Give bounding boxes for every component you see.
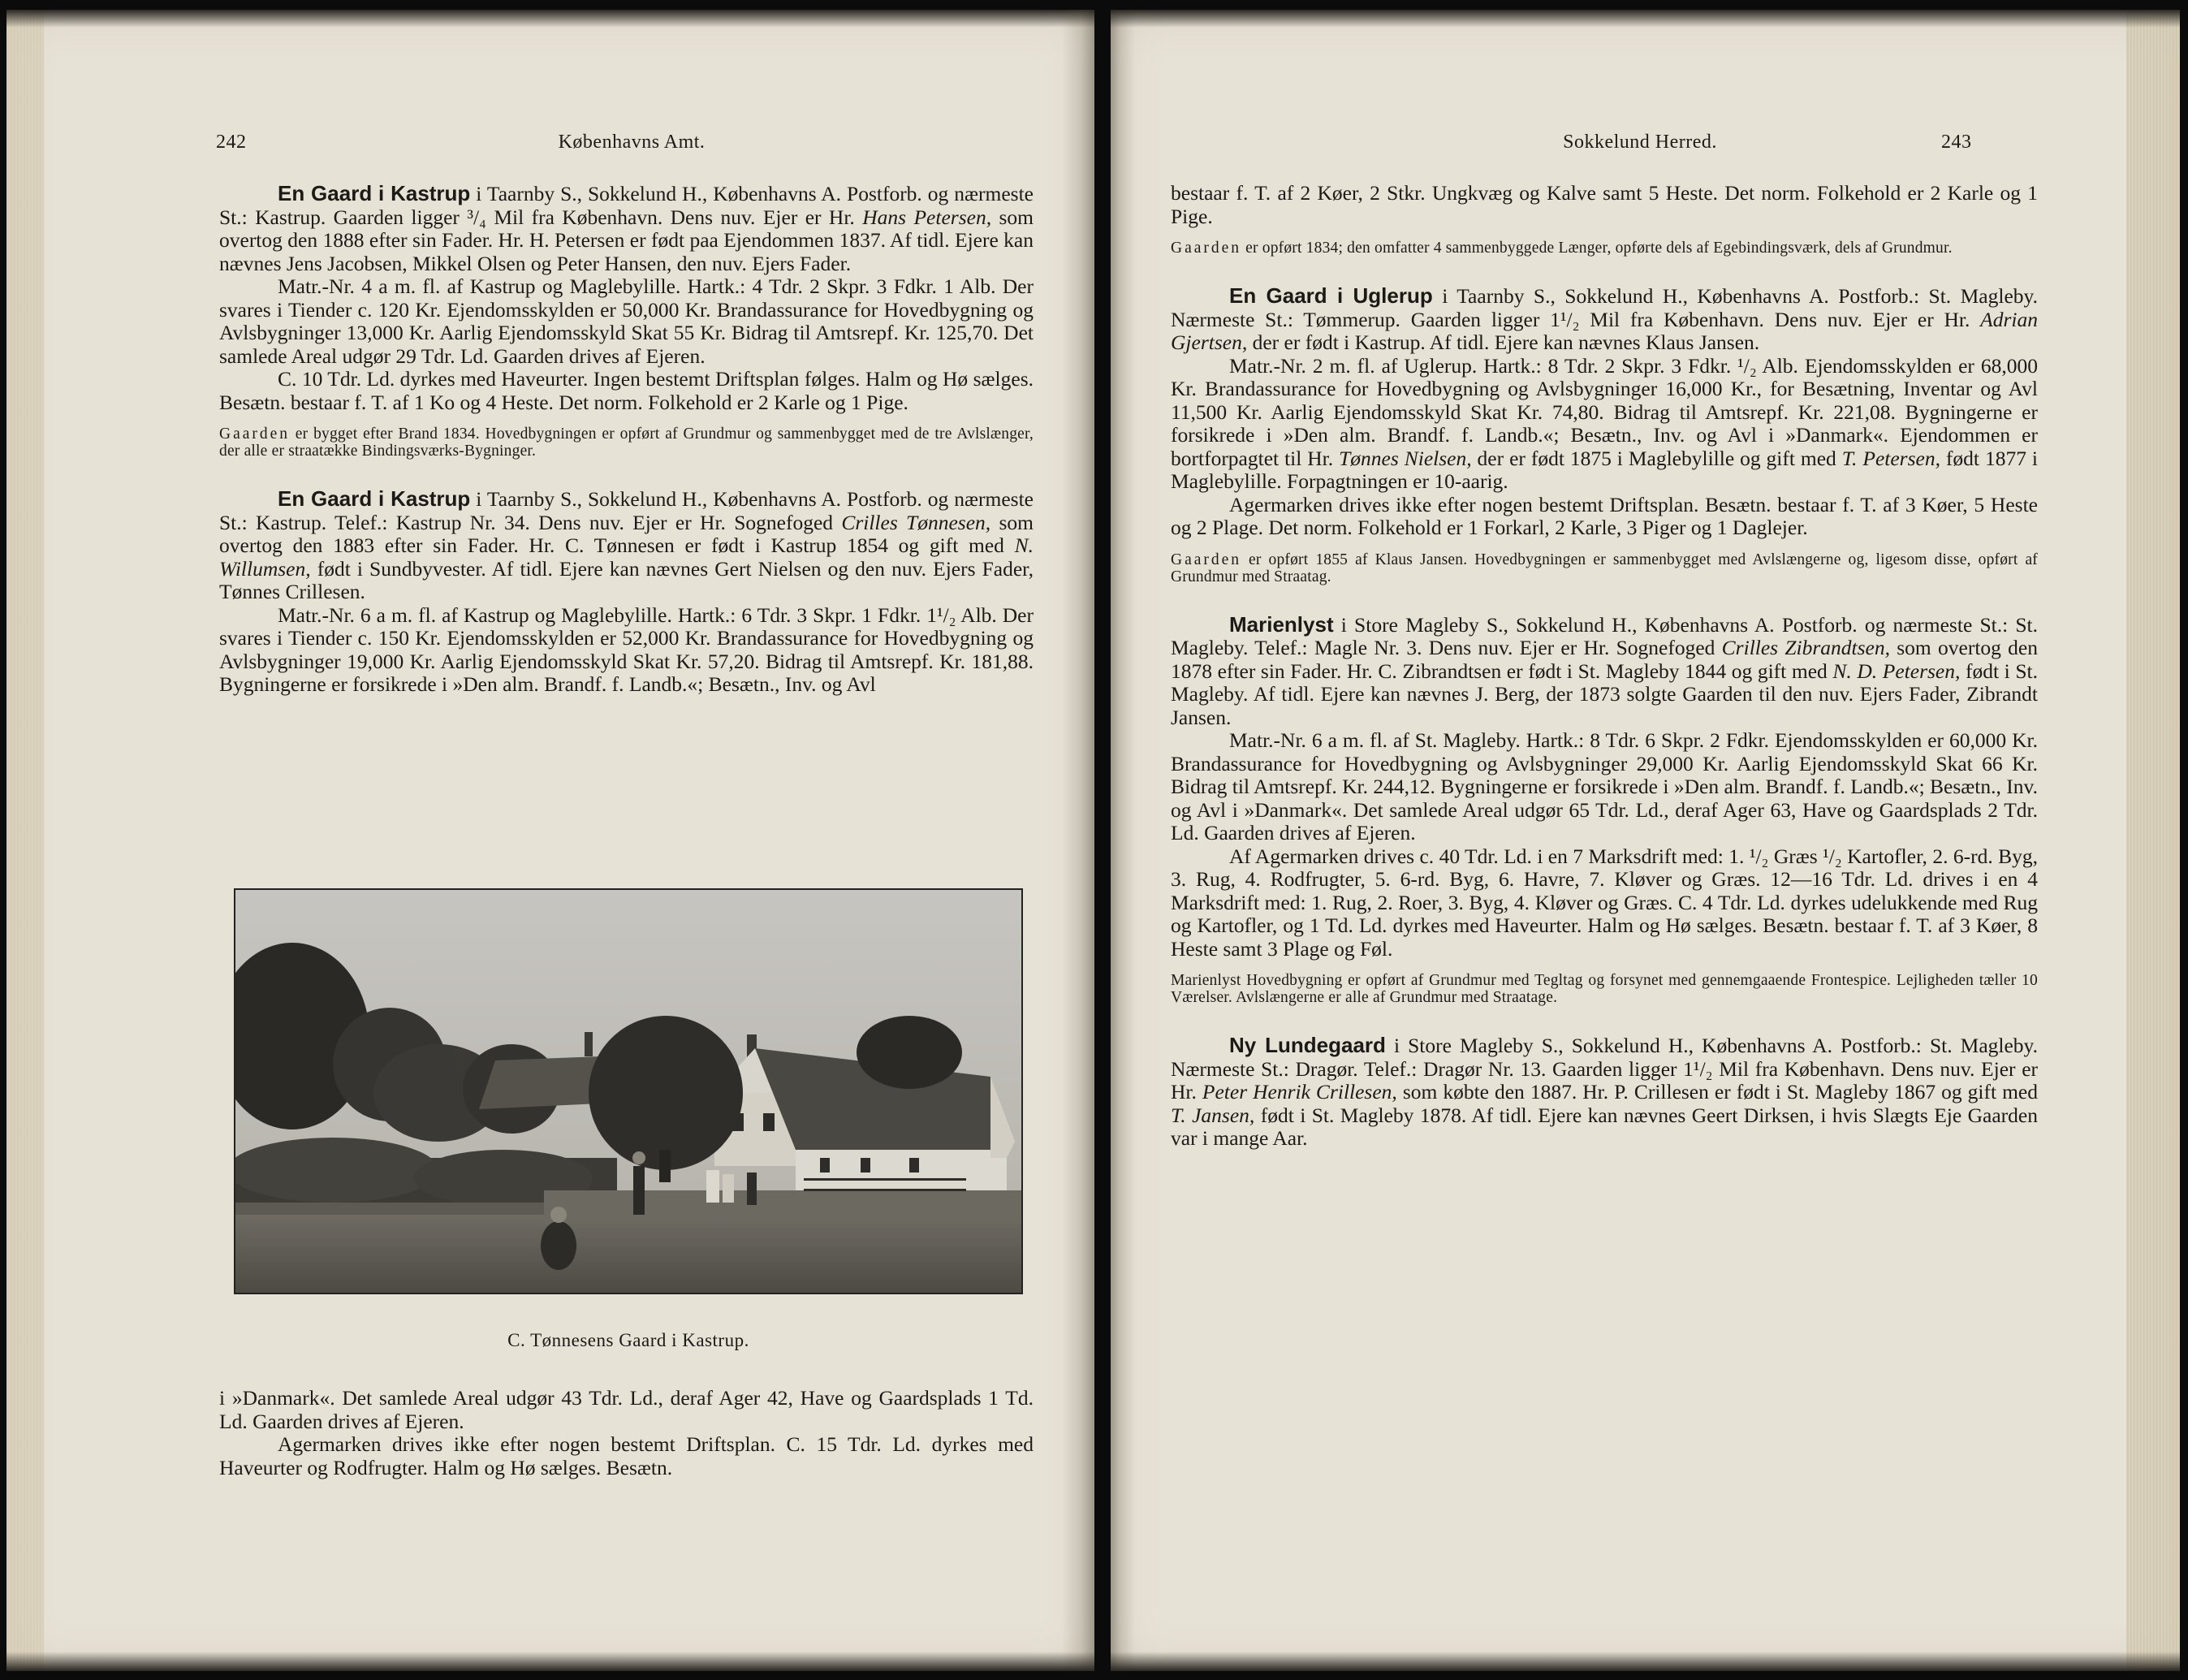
farm-title: En Gaard i Kastrup xyxy=(278,486,471,511)
farming-details: C. 10 Tdr. Ld. dyrkes med Haveurter. Ingen bestemt Driftsplan følges. Halm og Hø sælges. Besætn. bestaar f. T. af 1 Ko og 4 Heste. Det norm. Folkehold er 2 Karle og 1 Pige. xyxy=(219,367,1034,414)
property-details: Matr.-Nr. 2 m. fl. af Uglerup. Hartk.: 8 Tdr. 2 Skpr. 3 Fdkr. ¹/₂ Alb. Ejendomsskylden er 68,000 Kr. Brandassurance for Hovedbygning og Avlsbygninger 16,000 Kr., for Besætning, Inventar og Avl 11,500 Kr. Aarlig Ejendomsskyld Skat Kr. 74,80. Bidrag til Amtsrepf. Kr. 221,08. Bygningerne er forsikrede i »Den alm. Brandf. f. Landb.«; Besætn., Inv. og Avl i »Danmark«. Ejendommen er bortforpagtet til Hr. Tønnes Nielsen, der er født 1875 i Maglebylille og gift med T. Petersen, født 1877 i Maglebylille. Forpagtningen er 10-aarig. xyxy=(1171,353,2038,493)
photo-caption: C. Tønnesens Gaard i Kastrup. xyxy=(507,1330,749,1350)
farm-photograph xyxy=(234,888,1023,1294)
left-text-continuation xyxy=(219,1387,1034,1479)
entry-paragraph: Ny Lundegaard i Store Magleby S., Sokkelund H., Københavns A. Postforb.: St. Magleby. Nærmeste St.: Dragør. Telef.: Dragør Nr. 13. Gaarden ligger 1¹/₂ Mil fra København. Dens nuv. Ejer er Hr. Peter Henrik Crillesen, som købte den 1887. Hr. P. Crillesen er født i St. Magleby 1867 og gift med T. Jansen, født i St. Magleby 1878. Af tidl. Ejere kan nævnes Geert Dirksen, i hvis Slægts Eje Gaarden var i mange Aar. xyxy=(1171,1033,2039,1150)
farming-details: Af Agermarken drives c. 40 Tdr. Ld. i en 7 Marksdrift med: 1. ¹/₂ Græs ¹/₂ Kartofler, 2. 6-rd. Byg, 3. Rug, 4. Rodfrugter, 5. 6-rd. Byg, 6. Havre, 7. Kløver og Græs. 12—16 Tdr. Ld. drives i en 4 Marksdrift med: 1. Rug, 2. Roer, 3. Byg, 4. Kløver og Græs. C. 4 Tdr. Ld. dyrkes udelukkende med Rug og Kartofler, og 1 Td. Ld. dyrkes med Haveurter. Halm og Hø sælges. Besætn. bestaar f. T. af 3 Køer, 8 Heste samt 3 Plage og Føl. xyxy=(1171,844,2038,961)
property-details: Matr.-Nr. 6 a m. fl. af St. Magleby. Hartk.: 8 Tdr. 6 Skpr. 2 Fdkr. Ejendomsskylden er 60,000 Kr. Brandassurance for Hovedbygning og Avlsbygninger 29,000 Kr. Aarlig Ejendomsskyld Skat 66 Kr. Bidrag til Amtsrepf. Kr. 244,12. Bygningerne er forsikrede i »Den alm. Brandf. f. Landb.«; Besætn., Inv. og Avl i »Danmark«. Det samlede Areal udgør 65 Tdr. Ld., deraf Ager 63, Have og Gaardsplads 2 Tdr. Ld. Gaarden drives af Ejeren. xyxy=(1171,728,2038,844)
property-details: Matr.-Nr. 4 a m. fl. af Kastrup og Maglebylille. Hartk.: 4 Tdr. 2 Skpr. 3 Fdkr. 1 Alb. Der svares i Tiender c. 120 Kr. Ejendomsskylden er 50,000 Kr. Brandassurance for Hovedbygning og Avlsbygninger 13,000 Kr. Aarlig Ejendomsskyld Skat 55 Kr. Bidrag til Amtsrepf. Kr. 125,70. Det samlede Areal udgør 29 Tdr. Ld. Gaarden drives af Ejeren. xyxy=(219,274,1034,368)
farming-details: Agermarken drives ikke efter nogen bestemt Driftsplan. C. 15 Tdr. Ld. dyrkes med Haveurter og Rodfrugter. Halm og Hø sælges. Besætn. xyxy=(219,1432,1034,1479)
page-shadow-bottom xyxy=(6,1652,1094,1671)
entry-paragraph: En Gaard i Uglerup i Taarnby S., Sokkelund H., Københavns A. Postforb.: St. Magleby. Nærmeste St.: Tømmerup. Gaarden ligger 1¹/₂ Mil fra København. Dens nuv. Ejer er Hr. Adrian Gjertsen, der er født i Kastrup. Af tidl. Ejere kan nævnes Klaus Jansen. xyxy=(1171,283,2038,354)
property-details: Matr.-Nr. 6 a m. fl. af Kastrup og Maglebylille. Hartk.: 6 Tdr. 3 Skpr. 1 Fdkr. 1¹/₂ Alb. Der svares i Tiender c. 150 Kr. Ejendomsskylden er 52,000 Kr. Brandassurance for Hovedbygning og Avlsbygninger 19,000 Kr. Aarlig Ejendomsskyld Skat Kr. 57,20. Bidrag til Amtsrepf. Kr. 181,88. Bygningerne er forsikrede i »Den alm. Brandf. f. Landb.«; Besætn., Inv. og Avl xyxy=(219,602,1034,696)
building-note: Gaarden er opført 1834; den omfatter 4 sammenbyggede Længer, opførte dels af Egebindingsværk, dels af Grundmur. xyxy=(1171,240,1953,257)
page-edge xyxy=(6,10,44,1671)
left-text-column xyxy=(219,182,1034,697)
farm-title: Marienlyst xyxy=(1229,611,1334,637)
running-head: Københavns Amt. xyxy=(558,132,706,153)
farm-title: Ny Lundegaard xyxy=(1229,1033,1386,1057)
entry-paragraph: En Gaard i Kastrup i Taarnby S., Sokkelund H., Københavns A. Postforb. og nærmeste St.: Kastrup. Gaarden ligger ³/₄ Mil fra København. Dens nuv. Ejer er Hr. Hans Petersen, som overtog den 1888 efter sin Fader. Hr. H. Petersen er født paa Ejendommen 1837. Af tidl. Ejere kan nævnes Jens Jacobsen, Mikkel Olsen og Peter Hansen, den nuv. Ejers Fader. xyxy=(219,181,1034,275)
building-note: Marienlyst Hovedbygning er opført af Grundmur med Tegltag og forsynet med gennemgaaende Frontespice. Lejligheden tæller 10 Værelser. Avlslængerne er alle af Grundmur med Straatage. xyxy=(1171,972,2038,1006)
page-shadow-top xyxy=(1111,10,2180,28)
page-shadow-bottom xyxy=(1111,1652,2180,1671)
farmhouse-illustration xyxy=(235,890,1021,1293)
spine-shadow xyxy=(1062,10,1094,1671)
page-shadow-top xyxy=(6,10,1094,28)
page-number: 243 xyxy=(1941,132,1972,153)
spine-shadow xyxy=(1111,10,1135,1671)
right-text-column xyxy=(1171,182,2038,1151)
page-number: 242 xyxy=(216,132,247,153)
entry-paragraph: En Gaard i Kastrup i Taarnby S., Sokkelund H., Københavns A. Postforb. og nærmeste St.: Kastrup. Telef.: Kastrup Nr. 34. Dens nuv. Ejer er Hr. Sognefoged Crilles Tønnesen, som overtog den 1883 efter sin Fader. Hr. C. Tønnesen er født i Kastrup 1854 og gift med N. Willumsen, født i Sundbyvester. Af tidl. Ejere kan nævnes Gert Nielsen og den nuv. Ejers Fader, Tønnes Crillesen. xyxy=(219,486,1034,603)
building-note: Gaarden er bygget efter Brand 1834. Hovedbygningen er opført af Grundmur og sammenbygget med de tre Avlslænger, der alle er straatække Bindingsværks-Bygninger. xyxy=(219,425,1034,460)
farming-details: Agermarken drives ikke efter nogen bestemt Driftsplan. Besætn. bestaar f. T. af 3 Køer, 5 Heste og 2 Plage. Det norm. Folkehold er 1 Forkarl, 2 Karle, 3 Piger og 1 Daglejer. xyxy=(1171,492,2038,539)
left-page xyxy=(6,10,1094,1671)
entry-paragraph: Marienlyst i Store Magleby S., Sokkelund H., Københavns A. Postforb. og nærmeste St.: St. Magleby. Telef.: Magle Nr. 3. Dens nuv. Ejer er Hr. Sognefoged Crilles Zibrandtsen, som overtog den 1878 efter sin Fader. Hr. C. Zibrandtsen er født i St. Magleby 1844 og gift med N. D. Petersen, født i St. Magleby. Af tidl. Ejere kan nævnes J. Berg, der 1873 solgte Gaarden til den nuv. Ejers Fader, Zibrandt Jansen. xyxy=(1171,611,2038,729)
continuation-paragraph: i »Danmark«. Det samlede Areal udgør 43 Tdr. Ld., deraf Ager 42, Have og Gaardsplads 1 Td. Ld. Gaarden drives af Ejeren. xyxy=(219,1386,1034,1433)
running-head: Sokkelund Herred. xyxy=(1563,132,1717,153)
building-note: Gaarden er opført 1855 af Klaus Jansen. Hovedbygningen er sammenbygget med Avlslængerne og, ligesom disse, opført af Grundmur med Straatag. xyxy=(1171,551,2038,585)
right-page xyxy=(1111,10,2180,1671)
farm-title: En Gaard i Kastrup xyxy=(278,181,471,205)
page-edge xyxy=(2126,10,2180,1671)
continuation-paragraph: bestaar f. T. af 2 Køer, 2 Stkr. Ungkvæg og Kalve samt 5 Heste. Det norm. Folkehold er 2 Karle og 1 Pige. xyxy=(1171,181,2038,228)
farm-title: En Gaard i Uglerup xyxy=(1229,283,1433,308)
